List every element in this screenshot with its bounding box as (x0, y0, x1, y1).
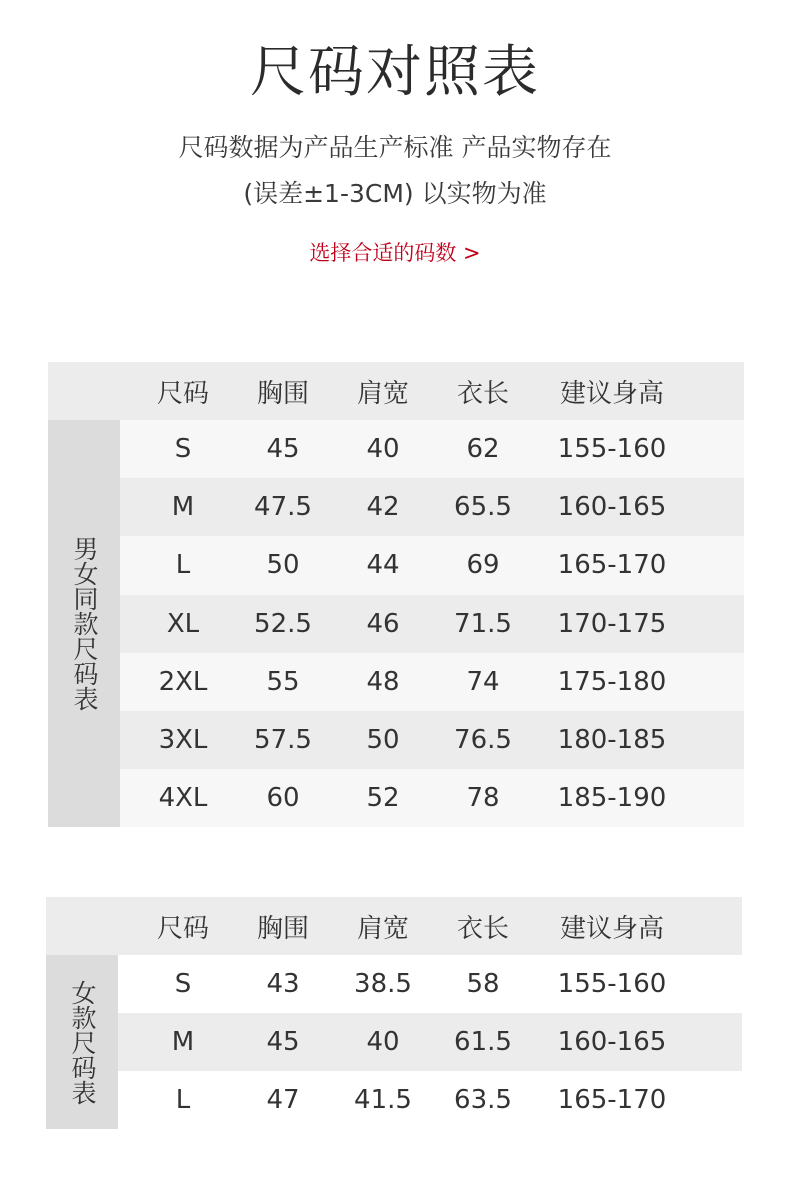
table-cell: 69 (466, 550, 500, 581)
table-cell: 160-165 (557, 492, 667, 523)
table-cell: 40 (366, 434, 400, 465)
table-cell: 155-160 (557, 969, 667, 999)
table-cell: 165-170 (557, 1085, 667, 1115)
table-cell: 50 (266, 550, 300, 581)
table-cell: 47 (266, 1085, 300, 1115)
table-cell: 160-165 (557, 1027, 667, 1057)
table-cell: XL (166, 608, 200, 639)
table-cell: 47.5 (254, 492, 312, 523)
table-row (120, 420, 744, 478)
table-cell: 44 (366, 550, 400, 581)
table-cell: 52 (366, 783, 400, 814)
table-cell: 3XL (158, 725, 208, 756)
column-header: 衣长 (456, 378, 509, 409)
table-header-row (46, 897, 742, 955)
table-row (120, 478, 744, 536)
side-label-text: 女款尺码表 (68, 979, 97, 1105)
table-row (120, 653, 744, 711)
table-cell: L (175, 550, 191, 581)
table-cell: 165-170 (557, 550, 667, 581)
table-cell: 170-175 (557, 608, 667, 639)
table-cell: 4XL (158, 783, 208, 814)
side-label-text: 男女同款尺码表 (70, 536, 99, 712)
table-cell: 45 (266, 1027, 300, 1057)
column-header: 建议身高 (559, 913, 664, 944)
table-row (120, 536, 744, 594)
table-cell: 57.5 (254, 725, 312, 756)
table-header-row (48, 362, 744, 420)
table-cell: 63.5 (454, 1085, 512, 1115)
table-cell: 74 (466, 666, 500, 697)
table-row (120, 769, 744, 827)
table-row (120, 595, 744, 653)
table-cell: 38.5 (354, 969, 412, 999)
disclaimer-line-2: (误差±1-3CM) 以实物为准 (243, 179, 547, 208)
table-cell: 43 (266, 969, 300, 999)
table-cell: M (171, 1027, 195, 1057)
table-cell: 58 (466, 969, 500, 999)
table-cell: L (175, 1085, 191, 1115)
table-cell: 60 (266, 783, 300, 814)
table-cell: 41.5 (354, 1085, 412, 1115)
column-header: 肩宽 (356, 378, 409, 409)
table-cell: 2XL (158, 666, 208, 697)
table-row (120, 711, 744, 769)
table-cell: 52.5 (254, 608, 312, 639)
table-cell: 55 (266, 666, 300, 697)
column-header: 尺码 (156, 913, 209, 944)
column-header: 衣长 (456, 913, 509, 944)
table-cell: 76.5 (454, 725, 512, 756)
column-header: 胸围 (256, 913, 309, 944)
column-header: 胸围 (256, 378, 309, 409)
table-cell: 50 (366, 725, 400, 756)
table-cell: 62 (466, 434, 500, 465)
table-cell: 46 (366, 608, 400, 639)
table-cell: 175-180 (557, 666, 667, 697)
table-cell: 42 (366, 492, 400, 523)
column-header: 肩宽 (356, 913, 409, 944)
table-cell: M (171, 492, 195, 523)
table-cell: 40 (366, 1027, 400, 1057)
table-cell: 71.5 (454, 608, 512, 639)
table-cell: S (174, 434, 192, 465)
column-header: 建议身高 (559, 378, 664, 409)
table-cell: 61.5 (454, 1027, 512, 1057)
table-cell: 65.5 (454, 492, 512, 523)
table-row (118, 1071, 742, 1129)
table-cell: 78 (466, 783, 500, 814)
table-side-label (46, 955, 118, 1129)
table-cell: S (174, 969, 192, 999)
table-cell: 185-190 (557, 783, 667, 814)
table-cell: 155-160 (557, 434, 667, 465)
table-cell: 48 (366, 666, 400, 697)
select-size-link[interactable]: 选择合适的码数 > (309, 241, 481, 265)
table-side-label (48, 420, 120, 827)
table-cell: 45 (266, 434, 300, 465)
column-header: 尺码 (156, 378, 209, 409)
table-row (118, 1013, 742, 1071)
page-title: 尺码对照表 (250, 40, 540, 105)
disclaimer-line-1: 尺码数据为产品生产标准 产品实物存在 (178, 133, 612, 162)
table-row (118, 955, 742, 1013)
table-cell: 180-185 (557, 725, 667, 756)
